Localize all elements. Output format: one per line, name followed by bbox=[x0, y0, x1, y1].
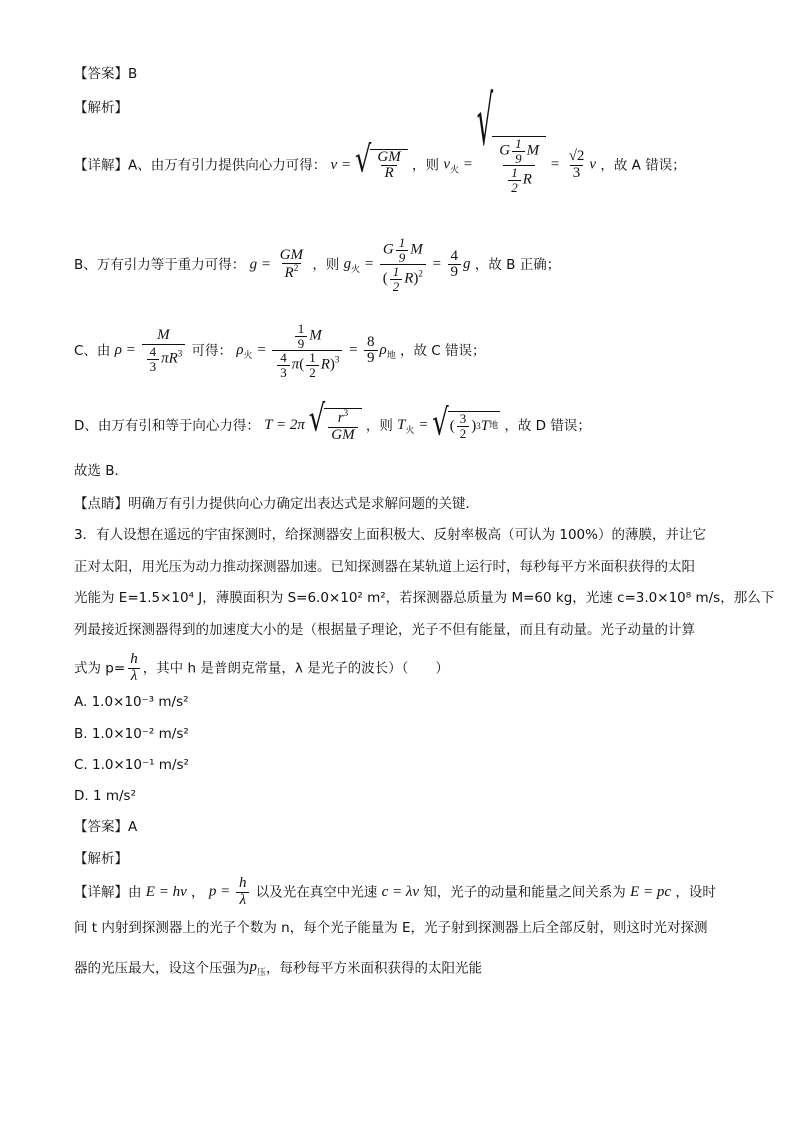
formula-g-mars: $g_火$ = G $\frac{1}{9}$ M ( $\frac{1}{2}$ R)$^2$ = $\frac{4}{9}$ g bbox=[343, 235, 471, 294]
q3-line-4: 列最接近探测器得到的加速度大小的是（根据量子理论，光子不但有能量，而且有动量。光子动量的计算 bbox=[74, 622, 695, 638]
formula-v: v = √ $\frac{GM}{R}$ bbox=[331, 149, 408, 183]
detail2-l1-c: 以及光在真空中光速 bbox=[255, 884, 378, 901]
formula-p: p = $\frac{h}{\lambda}$ bbox=[209, 876, 252, 909]
detail-c-line bbox=[74, 322, 486, 380]
formula-c: c = λν bbox=[381, 884, 419, 901]
detail2-l3-a: 器的光压最大，设这个压强为 bbox=[74, 960, 250, 977]
detail-b-mid: ，则 bbox=[312, 256, 340, 273]
q3-line-5 bbox=[74, 652, 449, 685]
option-a: A. 1.0×10⁻³ m/s² bbox=[74, 694, 189, 710]
detail2-line-1 bbox=[74, 876, 716, 909]
option-d: D. 1 m/s² bbox=[74, 788, 137, 804]
formula-rho-mars: $\rho_火$ = $\frac{1}{9}$ M $\frac{4}{3}$ π( $\frac{1}{2}$ R)$^3$ = $\frac{8}{9}$ $\rho_地$ bbox=[236, 321, 396, 380]
formula-v-mars: $v_火$ = √ G $\frac{1}{9}$ M $\frac{1}{2}$ R = $\frac{√2}{3}$ v bbox=[443, 83, 597, 195]
q3-line-3: 光能为 E=1.5×10⁴ J，薄膜面积为 S=6.0×10² m²，若探测器总质量为 M=60 kg，光速 c=3.0×10⁸ m/s，那么下 bbox=[74, 590, 775, 606]
formula-p-h-lambda: $\frac{h}{\lambda}$ bbox=[125, 652, 143, 685]
formula-e-hv: E = hν bbox=[145, 884, 187, 901]
formula-p-pressure: $p_压$ bbox=[249, 959, 267, 978]
detail-d-line bbox=[74, 398, 591, 445]
choose-line: 故选 B． bbox=[74, 463, 129, 479]
option-b: B. 1.0×10⁻² m/s² bbox=[74, 726, 189, 742]
formula-rho: ρ = M $\frac{4}{3}$ $\pi R^3$ bbox=[115, 328, 188, 373]
q3-line-1: 3．有人设想在遥远的宇宙探测时，给探测器安上面积极大、反射率极高（可认为 100%）的薄膜，并让它 bbox=[74, 527, 706, 543]
detail2-l3-b: ，每秒每平方米面积获得的太阳光能 bbox=[266, 960, 483, 977]
formula-t-mars: $T_火$ = √ ( $\frac{3}{2}$ ) 3 T 地 bbox=[397, 402, 499, 445]
detail-a-mid: ，则 bbox=[412, 157, 440, 174]
detail2-l1-b: ， bbox=[191, 884, 205, 901]
option-c: C. 1.0×10⁻¹ m/s² bbox=[74, 757, 189, 773]
formula-e-pc: E = pc bbox=[630, 884, 672, 901]
detail-c-suffix: ，故 C 错误； bbox=[400, 342, 486, 359]
detail-b-suffix: ，故 B 正确； bbox=[474, 256, 561, 273]
answer-label: 【答案】B bbox=[74, 66, 138, 82]
detail2-line-2: 间 t 内射到探测器上的光子个数为 n，每个光子能量为 E，光子射到探测器上后全部反射，则这时光对探测 bbox=[74, 920, 708, 936]
answer2-label: 【答案】A bbox=[74, 819, 138, 835]
detail-d-prefix: D、由万有引和等于向心力得： bbox=[74, 417, 260, 434]
analysis-label: 【解析】 bbox=[74, 100, 128, 116]
detail2-l1-a: 【详解】由 bbox=[74, 884, 142, 901]
detail2-l1-e: ，设时 bbox=[675, 884, 716, 901]
detail-b-line bbox=[74, 236, 560, 294]
detail-c-mid: 可得： bbox=[191, 342, 233, 359]
detail-a-prefix: 【详解】A、由万有引力提供向心力可得： bbox=[74, 157, 327, 174]
detail2-line-3 bbox=[74, 958, 482, 979]
point-line: 【点睛】明确万有引力提供向心力确定出表达式是求解问题的关键． bbox=[74, 496, 479, 512]
detail-d-mid: ，则 bbox=[365, 417, 393, 434]
detail-d-suffix: ，故 D 错误； bbox=[504, 417, 591, 434]
analysis2-label: 【解析】 bbox=[74, 851, 128, 867]
q3-line-5-prefix: 式为 p= bbox=[74, 660, 126, 677]
formula-g: g = $\frac{GM}{R^2}$ bbox=[249, 246, 304, 282]
formula-t: T = 2π √ $\frac{r^3}{GM}$ bbox=[264, 408, 361, 444]
detail-b-prefix: B、万有引力等于重力可得： bbox=[74, 256, 246, 273]
q3-line-2: 正对太阳，用光压为动力推动探测器加速。已知探测器在某轨道上运行时，每秒每平方米面积获得的太阳 bbox=[74, 559, 695, 575]
detail2-l1-d: 知，光子的动量和能量之间关系为 bbox=[423, 884, 626, 901]
q3-line-5-suffix: ，其中 h 是普朗克常量，λ 是光子的波长）（ ） bbox=[142, 660, 449, 677]
detail-a-suffix: ，故 A 错误； bbox=[600, 157, 686, 174]
detail-c-prefix: C、由 bbox=[74, 342, 111, 359]
